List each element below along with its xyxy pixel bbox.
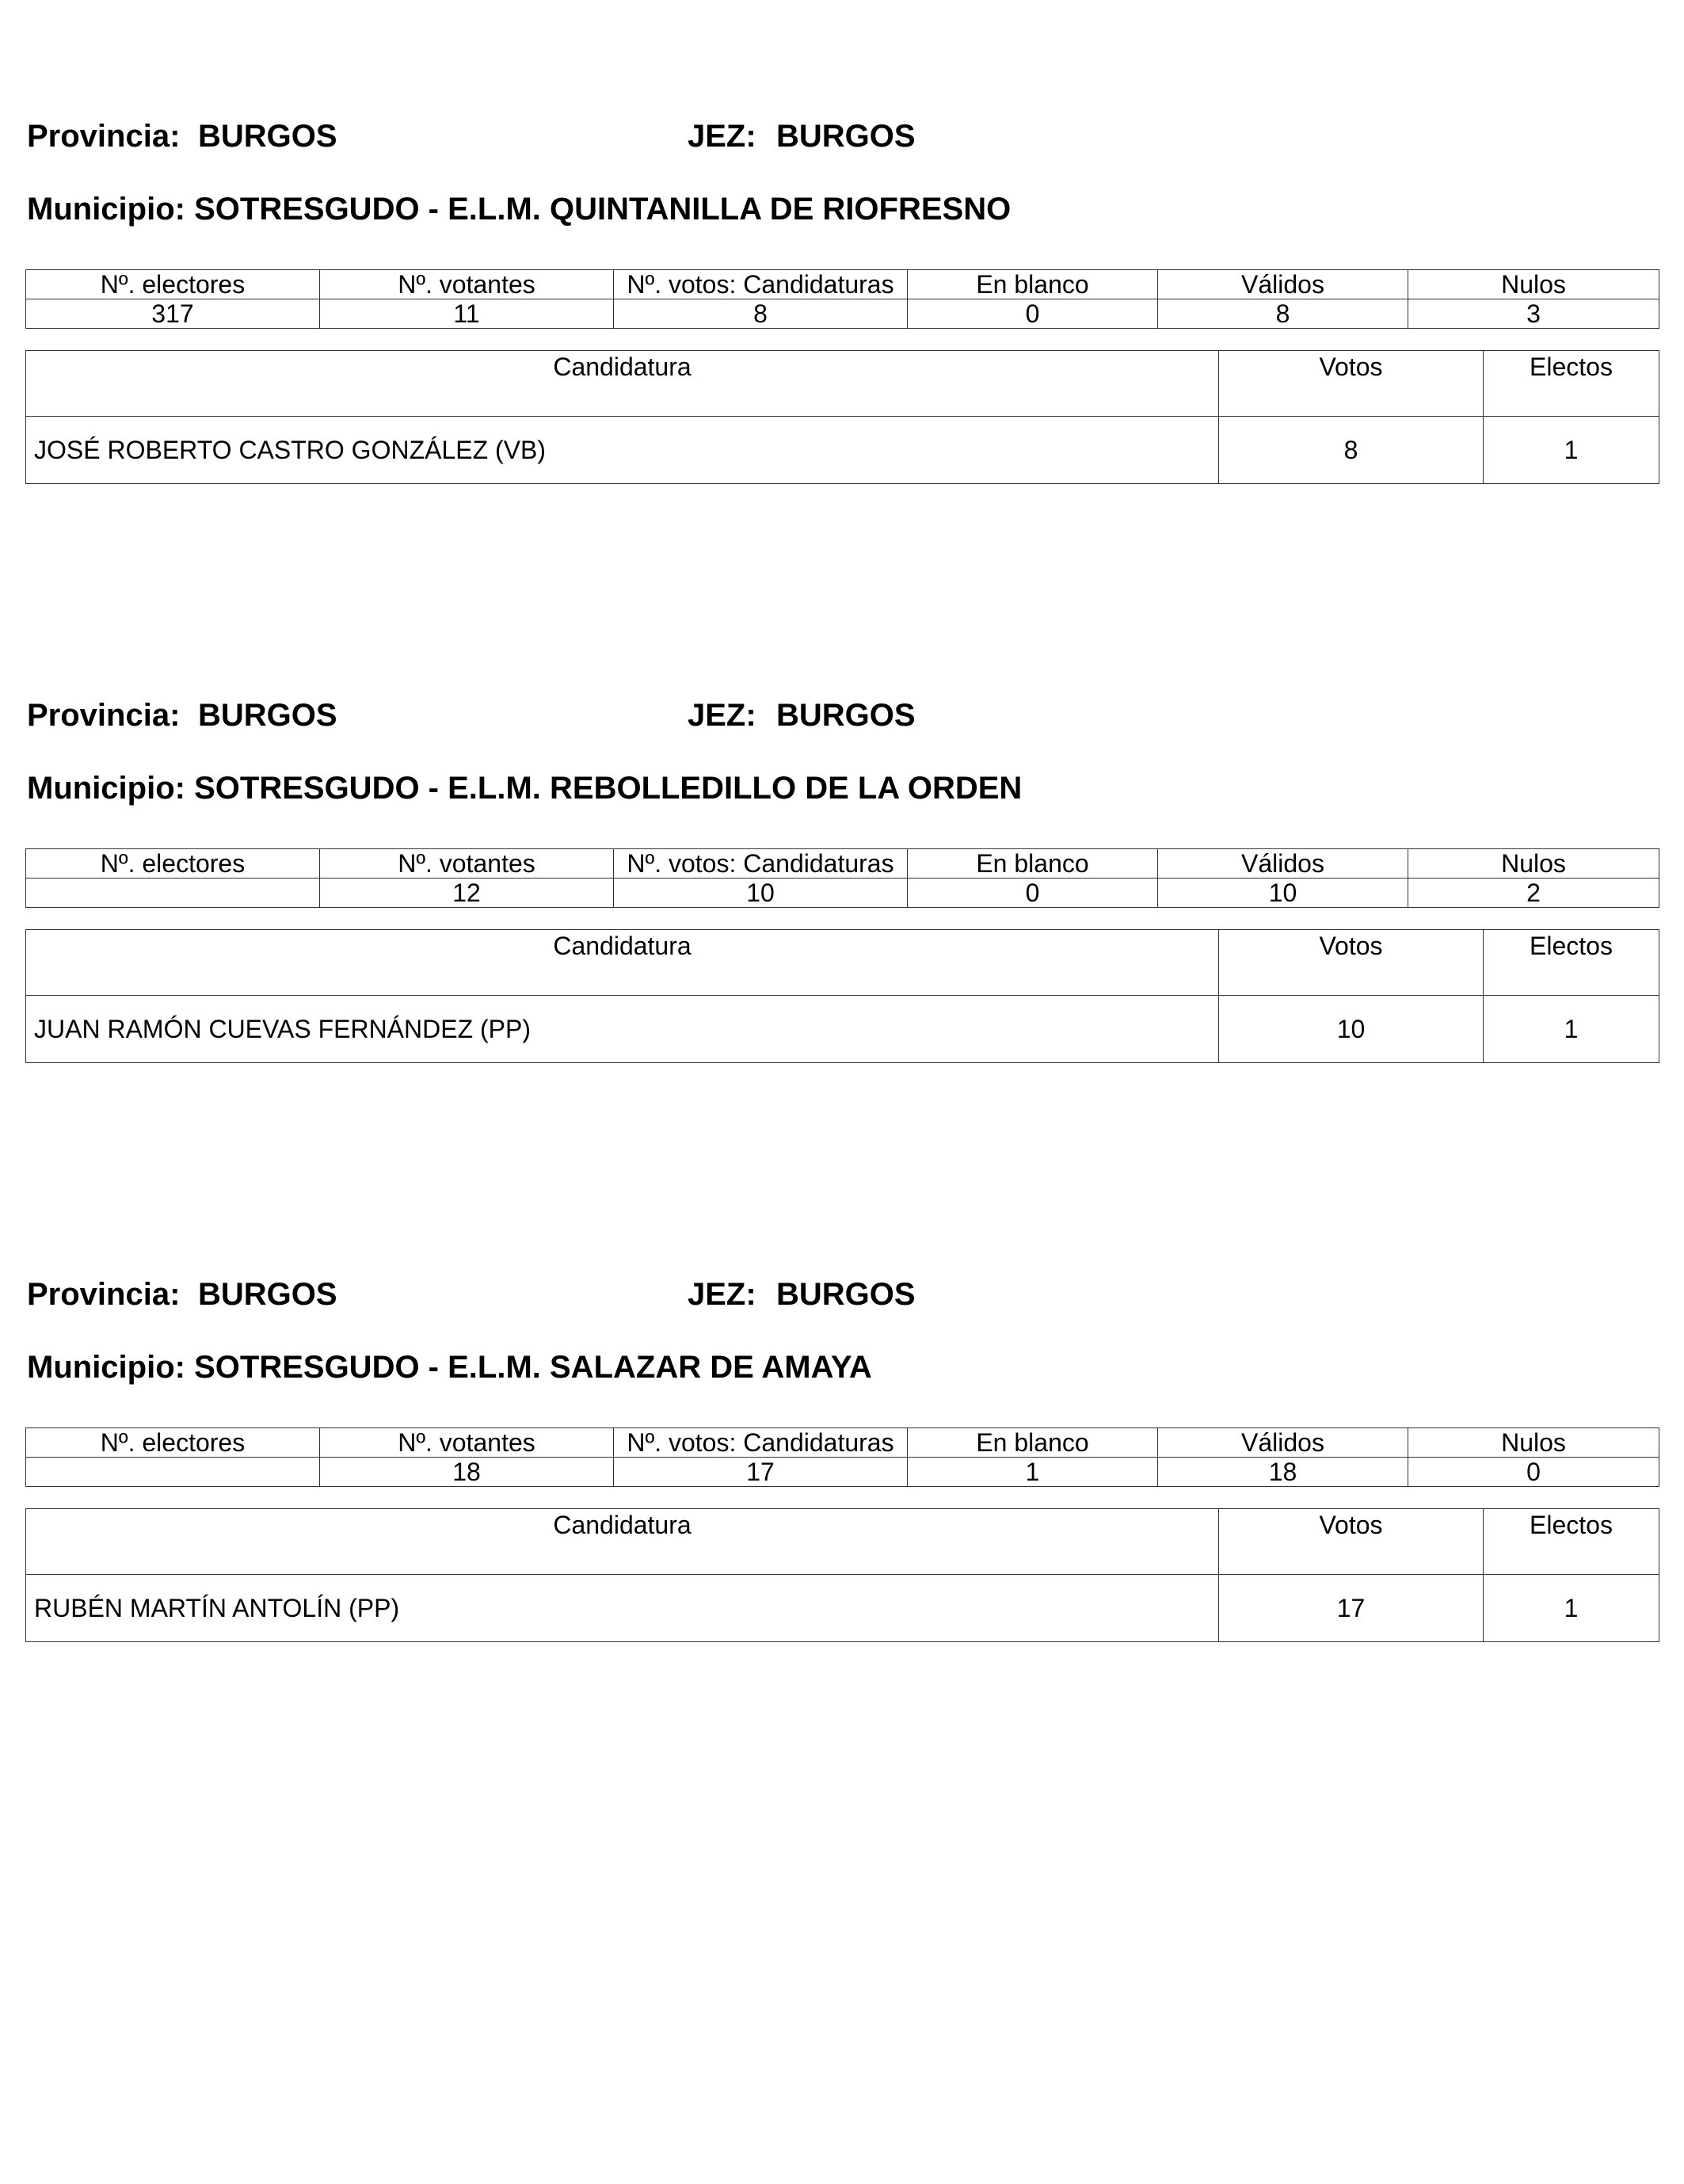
header-electores: Nº. electores — [26, 849, 320, 879]
stats-value-row — [26, 879, 1659, 908]
jez-value: BURGOS — [776, 1277, 916, 1312]
municipio-line — [27, 768, 1022, 808]
candidatura-name: JOSÉ ROBERTO CASTRO GONZÁLEZ (VB) — [26, 417, 1219, 484]
stats-value-row — [26, 1458, 1659, 1487]
provincia-value: BURGOS — [198, 698, 337, 733]
header-electores: Nº. electores — [26, 1428, 320, 1458]
stats-header-row — [26, 1428, 1659, 1458]
value-validos: 10 — [1158, 879, 1408, 908]
header-validos: Válidos — [1158, 270, 1408, 299]
value-en-blanco: 0 — [908, 299, 1158, 329]
value-en-blanco: 1 — [908, 1458, 1158, 1487]
candidatura-table — [25, 1508, 1659, 1642]
section-rebolledillo — [25, 696, 1659, 1076]
provincia-label: Provincia: — [27, 119, 181, 154]
stats-value-row — [26, 299, 1659, 329]
value-validos: 8 — [1158, 299, 1408, 329]
header-votantes: Nº. votantes — [320, 849, 614, 879]
municipio-label: Municipio: — [27, 771, 185, 806]
value-validos: 18 — [1158, 1458, 1408, 1487]
candidatura-table — [25, 929, 1659, 1063]
candidatura-header-row — [26, 930, 1659, 996]
header-votos-candidaturas: Nº. votos: Candidaturas — [614, 1428, 908, 1458]
value-votos-candidaturas: 17 — [614, 1458, 908, 1487]
header-en-blanco: En blanco — [908, 270, 1158, 299]
stats-header-row — [26, 849, 1659, 879]
header-votos: Votos — [1219, 930, 1484, 996]
header-votos-candidaturas: Nº. votos: Candidaturas — [614, 270, 908, 299]
header-votos-candidaturas: Nº. votos: Candidaturas — [614, 849, 908, 879]
value-votantes: 12 — [320, 879, 614, 908]
municipio-label: Municipio: — [27, 192, 185, 227]
provincia-value: BURGOS — [198, 1277, 337, 1312]
jez-label: JEZ: — [688, 698, 756, 733]
jez-value: BURGOS — [776, 119, 916, 154]
header-nulos: Nulos — [1408, 270, 1659, 299]
value-nulos: 0 — [1408, 1458, 1659, 1487]
header-validos: Válidos — [1158, 849, 1408, 879]
municipio-value: SOTRESGUDO - E.L.M. REBOLLEDILLO DE LA ORDEN — [194, 771, 1023, 806]
stats-table — [25, 848, 1659, 908]
provincia-label: Provincia: — [27, 1277, 181, 1312]
stats-table — [25, 269, 1659, 329]
provincia-label: Provincia: — [27, 698, 181, 733]
value-votantes: 11 — [320, 299, 614, 329]
jez-value: BURGOS — [776, 698, 916, 733]
candidatura-row — [26, 1575, 1659, 1642]
jez-label: JEZ: — [688, 119, 756, 154]
candidatura-table — [25, 350, 1659, 484]
value-electores — [26, 1458, 320, 1487]
candidatura-header-row — [26, 1509, 1659, 1575]
candidatura-electos: 1 — [1484, 1575, 1659, 1642]
candidatura-electos: 1 — [1484, 417, 1659, 484]
value-electores: 317 — [26, 299, 320, 329]
header-candidatura: Candidatura — [26, 1509, 1219, 1575]
candidatura-votos: 10 — [1219, 996, 1484, 1063]
section-quintanilla — [25, 116, 1659, 497]
header-line — [25, 1275, 1659, 1314]
provincia-value: BURGOS — [198, 119, 337, 154]
header-candidatura: Candidatura — [26, 930, 1219, 996]
candidatura-row — [26, 417, 1659, 484]
value-votos-candidaturas: 10 — [614, 879, 908, 908]
value-nulos: 3 — [1408, 299, 1659, 329]
stats-header-row — [26, 270, 1659, 299]
jez-label: JEZ: — [688, 1277, 756, 1312]
header-votantes: Nº. votantes — [320, 1428, 614, 1458]
candidatura-row — [26, 996, 1659, 1063]
municipio-value: SOTRESGUDO - E.L.M. SALAZAR DE AMAYA — [194, 1350, 872, 1385]
candidatura-electos: 1 — [1484, 996, 1659, 1063]
header-line — [25, 116, 1659, 156]
value-nulos: 2 — [1408, 879, 1659, 908]
header-votos: Votos — [1219, 1509, 1484, 1575]
value-votantes: 18 — [320, 1458, 614, 1487]
candidatura-name: JUAN RAMÓN CUEVAS FERNÁNDEZ (PP) — [26, 996, 1219, 1063]
header-en-blanco: En blanco — [908, 849, 1158, 879]
municipio-line — [27, 189, 1011, 229]
header-electos: Electos — [1484, 930, 1659, 996]
candidatura-name: RUBÉN MARTÍN ANTOLÍN (PP) — [26, 1575, 1219, 1642]
header-votos: Votos — [1219, 351, 1484, 417]
stats-table — [25, 1427, 1659, 1487]
municipio-label: Municipio: — [27, 1350, 185, 1385]
municipio-value: SOTRESGUDO - E.L.M. QUINTANILLA DE RIOFRESNO — [194, 192, 1012, 227]
header-electos: Electos — [1484, 351, 1659, 417]
municipio-line — [27, 1347, 872, 1387]
header-validos: Válidos — [1158, 1428, 1408, 1458]
candidatura-header-row — [26, 351, 1659, 417]
header-nulos: Nulos — [1408, 849, 1659, 879]
candidatura-votos: 8 — [1219, 417, 1484, 484]
header-votantes: Nº. votantes — [320, 270, 614, 299]
header-nulos: Nulos — [1408, 1428, 1659, 1458]
header-candidatura: Candidatura — [26, 351, 1219, 417]
value-votos-candidaturas: 8 — [614, 299, 908, 329]
value-en-blanco: 0 — [908, 879, 1158, 908]
candidatura-votos: 17 — [1219, 1575, 1484, 1642]
header-electores: Nº. electores — [26, 270, 320, 299]
value-electores — [26, 879, 320, 908]
header-electos: Electos — [1484, 1509, 1659, 1575]
header-line — [25, 696, 1659, 735]
section-salazar — [25, 1275, 1659, 1655]
header-en-blanco: En blanco — [908, 1428, 1158, 1458]
